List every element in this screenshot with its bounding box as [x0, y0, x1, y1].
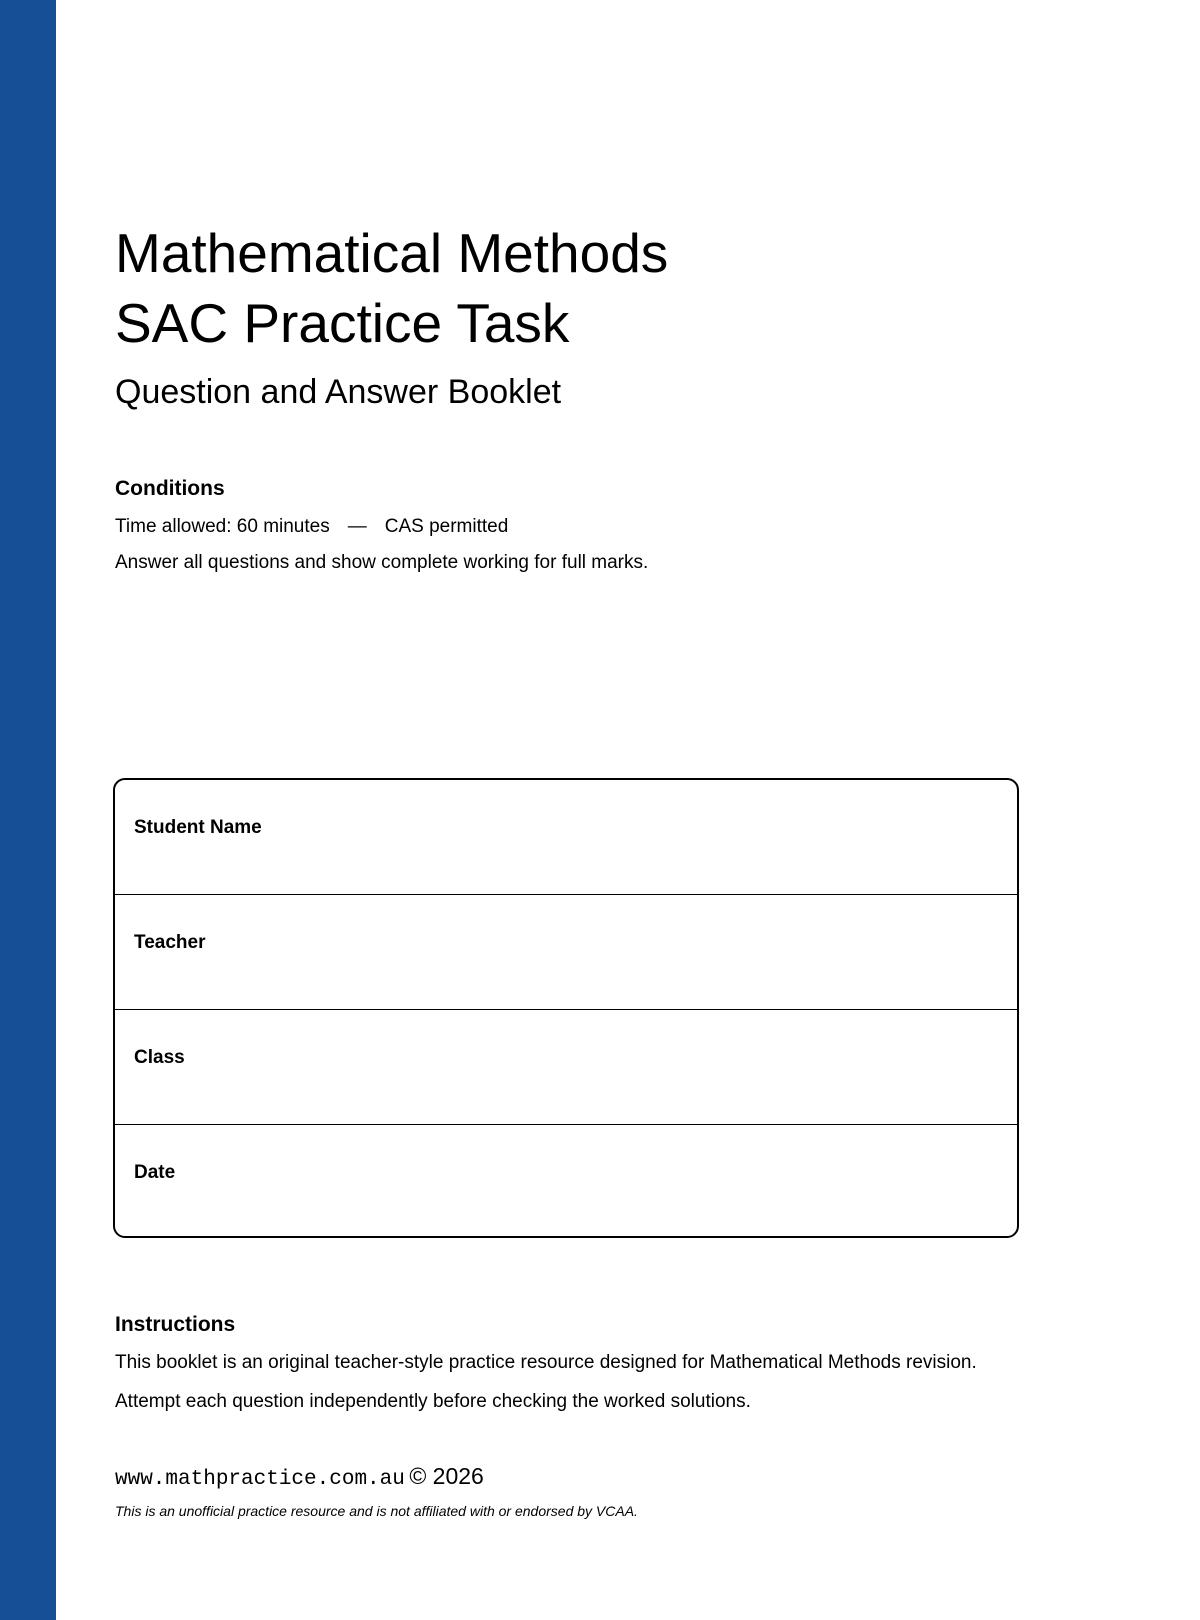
instructions-line-2: Attempt each question independently before checking the worked solutions. [115, 1391, 751, 1412]
student-name-field[interactable] [115, 780, 1017, 895]
date-field[interactable] [115, 1125, 1017, 1238]
time-allowed: Time allowed: 60 minutes [115, 516, 330, 537]
page-title [115, 218, 668, 358]
conditions-summary [115, 515, 508, 539]
teacher-field[interactable] [115, 895, 1017, 1010]
title-line-1: Mathematical Methods [115, 222, 669, 284]
copyright-notice: © 2026 [409, 1463, 484, 1489]
calculator-permission: CAS permitted [384, 516, 509, 537]
teacher-label: Teacher [134, 932, 206, 953]
page-subtitle: Question and Answer Booklet [115, 373, 562, 411]
instructions-heading: Instructions [115, 1313, 236, 1336]
date-label: Date [134, 1162, 176, 1183]
class-label: Class [134, 1047, 185, 1068]
website-url: www.mathpractice.com.au [115, 1468, 405, 1491]
class-field[interactable] [115, 1010, 1017, 1125]
title-line-2: SAC Practice Task [115, 292, 570, 354]
conditions-separator: — [347, 516, 367, 537]
student-details-box [113, 778, 1019, 1238]
disclaimer: This is an unofficial practice resource and is not affiliated with or endorsed by VCAA. [115, 1503, 638, 1519]
footer-credit [115, 1461, 484, 1495]
side-accent-bar [0, 0, 56, 1620]
instructions-line-1: This booklet is an original teacher-style practice resource designed for Mathematical Methods revision. [115, 1352, 977, 1373]
conditions-heading: Conditions [115, 477, 225, 500]
student-name-label: Student Name [134, 817, 262, 838]
conditions-note: Answer all questions and show complete working for full marks. [115, 552, 649, 573]
